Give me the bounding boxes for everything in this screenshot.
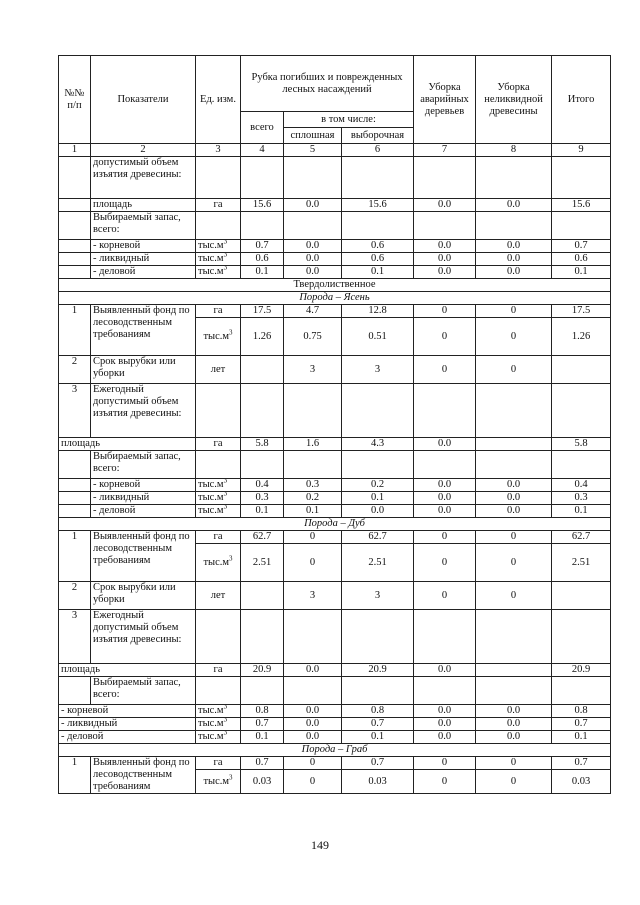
header-including: в том числе: xyxy=(284,112,414,128)
table-row: - деловой $тыс.м^3$ 0.1 0.0 0.1 0.0 0.0 0.1 xyxy=(59,731,611,744)
table-row: - корневой $тыс.м^3$ 0.7 0.0 0.6 0.0 0.0 0.7 xyxy=(59,240,611,253)
header-felling: Рубка погибших и поврежденных лесных насаждений xyxy=(241,56,414,112)
row-label: площадь xyxy=(59,438,196,451)
col-number: 7 xyxy=(414,144,476,157)
row-label: Выбираемый запас, всего: xyxy=(91,451,196,479)
table-row: - корневой $тыс.м^3$ 0.4 0.3 0.2 0.0 0.0 0.4 xyxy=(59,479,611,492)
row-label: - ликвидный xyxy=(91,253,196,266)
header-total: Итого xyxy=(552,56,611,144)
header-unit: Ед. изм. xyxy=(196,56,241,144)
section-title: Твердолиственное xyxy=(59,279,611,292)
table-row: 1 Выявленный фонд по лесоводственным требованиям га 17.5 4.7 12.8 0 0 17.5 xyxy=(59,305,611,318)
table-row: - корневой $тыс.м^3$ 0.8 0.0 0.8 0.0 0.0 0.8 xyxy=(59,705,611,718)
table-row: $тыс.м^3$ 1.26 0.75 0.51 0 0 1.26 xyxy=(59,318,611,336)
row-label: - деловой xyxy=(91,266,196,279)
col-number: 8 xyxy=(476,144,552,157)
row-label: - корневой xyxy=(91,479,196,492)
table-row: 1 Выявленный фонд по лесоводственным требованиям га 0.7 0 0.7 0 0 0.7 xyxy=(59,757,611,770)
table-row: $тыс.м^3$ 0.03 0 0.03 0 0 0.03 xyxy=(59,770,611,794)
table-row: - деловой $тыс.м^3$ 0.1 0.0 0.1 0.0 0.0 0.1 xyxy=(59,266,611,279)
row-label: - корневой xyxy=(59,705,196,718)
row-label: Ежегодный допустимый объем изъятия древесины: xyxy=(91,610,196,664)
header-illiquid: Уборка неликвидной древесины xyxy=(476,56,552,144)
row-label: Ежегодный допустимый объем изъятия древесины: xyxy=(91,384,196,438)
page-number: 149 xyxy=(311,838,329,852)
table-row: - ликвидный $тыс.м^3$ 0.6 0.0 0.6 0.0 0.0 0.6 xyxy=(59,253,611,266)
logging-table: №№ п/п Показатели Ед. изм. Рубка погибших и поврежденных лесных насаждений Уборка аварийных деревьев Уборка неликвидной древесины Итого всего в том числе: сплошная выборочная 1 2 3 4 5 6 7 8 9 допустимый объем изъятия древесины: площадь га 15.6 0.0 15.6 0.0 0.0 15.6 Выбираемый запас, всего: - корневой $тыс.м^3$ 0.7 0.0 0.6 0.0 0.0 0.7 - ликвидный $тыс.м^3$ 0.6 0.0 0.6 0.0 0.0 0.6 - деловой $тыс.м^3$ 0.1 0.0 0.1 0.0 0.0 0.1 Твердолиственное Порода – Ясень 1 Выявленный фонд по лесоводственным требованиям га 17.5 4.7 12.8 0 0 17.5 $тыс.м^3$ 1.26 0.75 0.51 0 0 1.26 2 Срок вырубки или уборки лет 3 3 0 0 3 Ежегодный допустимый объем изъятия древесины: площадь га 5.8 1.6 4.3 0.0 5.8 Выбираемый запас, всего: - корневой $тыс.м^3$ 0.4 0.3 0.2 0.0 0.0 0.4 - ликвидный $тыс.м^3$ 0.3 0.2 0.1 0.0 0.0 0.3 - деловой $тыс.м^3$ 0.1 0.1 0.0 0.0 0.0 0.1 Порода – Дуб 1 Выявленный фонд по лесоводственным требованиям га 62.7 0 62.7 0 0 62.7 $тыс.м^3$ 2.51 0 2.51 0 0 2.51 2 Срок вырубки или уборки лет 3 3 0 0 3 Ежегодный допустимый объем изъятия древесины: площадь га 20.9 0.0 20.9 0.0 20.9 Выбираемый запас, всего: - корневой $тыс.м^3$ 0.8 0.0 0.8 0.0 0.0 0.8 - ликвидный $тыс.м^3$ 0.7 0.0 0.7 0.0 0.0 0.7 - деловой $тыс.м^3$ 0.1 0.0 0.1 0.0 0.0 0.1 Порода – Граб 1 Выявленный фонд по лесоводственным требованиям га 0.7 0 0.7 0 0 0.7 $тыс.м^3$ 0.03 0 0.03 0 0 0.03 xyxy=(58,55,611,794)
header-indicator: Показатели xyxy=(91,56,196,144)
table-row: - деловой $тыс.м^3$ 0.1 0.1 0.0 0.0 0.0 0.1 xyxy=(59,505,611,518)
header-total-all: всего xyxy=(241,112,284,144)
col-number: 4 xyxy=(241,144,284,157)
col-number: 3 xyxy=(196,144,241,157)
header-clear: сплошная xyxy=(284,128,342,144)
section-species: Порода – Ясень xyxy=(59,292,611,305)
table-row: 1 Выявленный фонд по лесоводственным требованиям га 62.7 0 62.7 0 0 62.7 xyxy=(59,531,611,544)
col-number: 5 xyxy=(284,144,342,157)
section-species: Порода – Дуб xyxy=(59,518,611,531)
col-number: 6 xyxy=(342,144,414,157)
row-label: Срок вырубки или уборки xyxy=(91,356,196,384)
section-species: Порода – Граб xyxy=(59,744,611,757)
row-label: Срок вырубки или уборки xyxy=(91,582,196,610)
row-label: Выявленный фонд по лесоводственным требованиям xyxy=(91,305,196,356)
header-num: №№ п/п xyxy=(59,56,91,144)
col-number: 9 xyxy=(552,144,611,157)
table-row: 2 Срок вырубки или уборки лет 3 3 0 0 xyxy=(59,582,611,610)
row-label: площадь xyxy=(91,199,196,212)
row-label: допустимый объем изъятия древесины: xyxy=(91,157,196,199)
table-row: 2 Срок вырубки или уборки лет 3 3 0 0 xyxy=(59,356,611,384)
table-row: площадь га 5.8 1.6 4.3 0.0 5.8 xyxy=(59,438,611,451)
row-label: - деловой xyxy=(91,505,196,518)
table-row: площадь га 20.9 0.0 20.9 0.0 20.9 xyxy=(59,664,611,677)
row-label: - корневой xyxy=(91,240,196,253)
table-row: площадь га 15.6 0.0 15.6 0.0 0.0 15.6 xyxy=(59,199,611,212)
header-selective: выборочная xyxy=(342,128,414,144)
row-label: площадь xyxy=(59,664,196,677)
row-label: - ликвидный xyxy=(59,718,196,731)
table-row: - ликвидный $тыс.м^3$ 0.7 0.0 0.7 0.0 0.0 0.7 xyxy=(59,718,611,731)
row-label: Выбираемый запас, всего: xyxy=(91,677,196,705)
table-row: $тыс.м^3$ 2.51 0 2.51 0 0 2.51 xyxy=(59,544,611,562)
row-label: Выявленный фонд по лесоводственным требованиям xyxy=(91,531,196,582)
row-label: Выявленный фонд по лесоводственным требованиям xyxy=(91,757,196,794)
row-label: - деловой xyxy=(59,731,196,744)
row-label: - ликвидный xyxy=(91,492,196,505)
col-number: 1 xyxy=(59,144,91,157)
header-emergency: Уборка аварийных деревьев xyxy=(414,56,476,144)
table-row: - ликвидный $тыс.м^3$ 0.3 0.2 0.1 0.0 0.0 0.3 xyxy=(59,492,611,505)
row-label: Выбираемый запас, всего: xyxy=(91,212,196,240)
col-number: 2 xyxy=(91,144,196,157)
